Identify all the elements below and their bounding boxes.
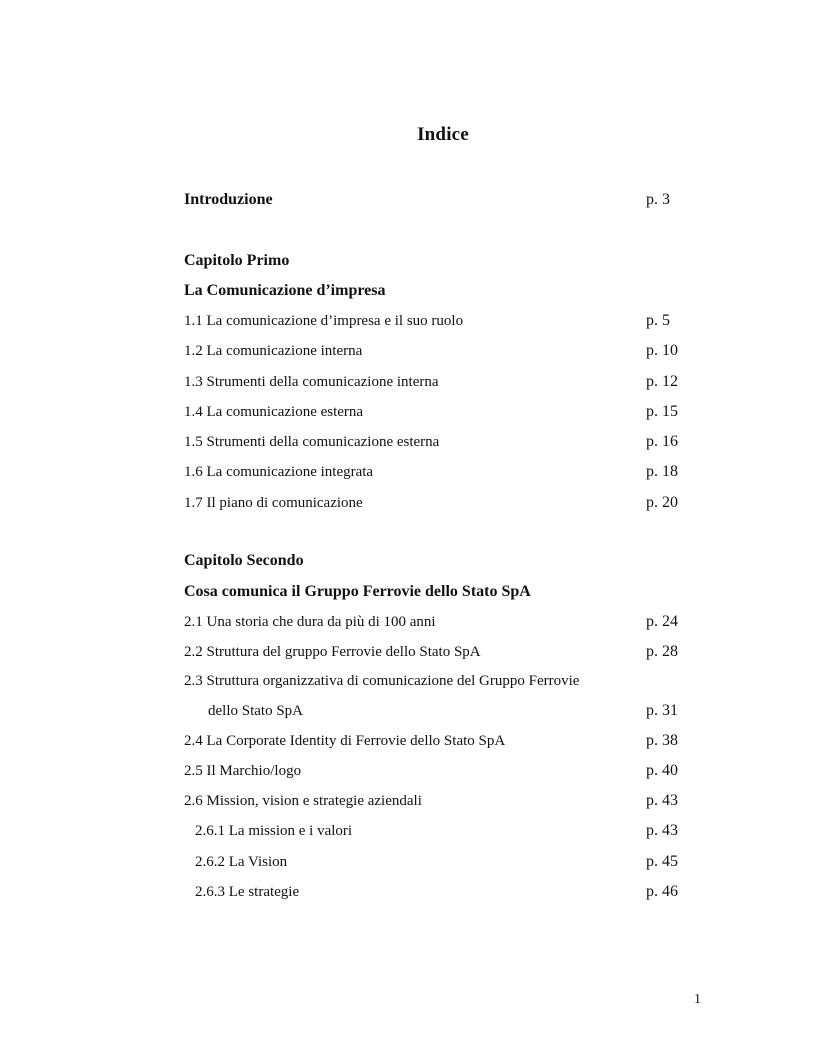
toc-entry[interactable] [184, 430, 704, 454]
toc-subentry[interactable] [184, 850, 704, 874]
toc-entry-label: Introduzione [184, 191, 273, 208]
toc-entry-page: p. 10 [646, 342, 678, 359]
toc-entry-page: p. 38 [646, 732, 678, 749]
toc-entry-page: p. 15 [646, 403, 678, 420]
chapter-heading: Capitolo Primo [184, 252, 290, 269]
toc-entry[interactable] [184, 370, 704, 394]
toc-entry-label: 2.6.1 La mission e i valori [195, 823, 353, 839]
toc-subentry[interactable] [184, 819, 704, 843]
toc-entry-page: p. 16 [646, 433, 678, 450]
toc-entry-label: 2.3 Struttura organizzativa di comunicazione del Gruppo Ferrovie [184, 673, 580, 689]
page-title: Indice [417, 124, 469, 145]
toc-entry[interactable] [184, 460, 704, 484]
toc-entry-page: p. 28 [646, 643, 678, 660]
toc-entry[interactable] [184, 491, 704, 515]
toc-entry-label: 1.2 La comunicazione interna [184, 343, 363, 359]
toc-entry-label: 1.5 Strumenti della comunicazione esterna [184, 434, 440, 450]
toc-entry-page: p. 18 [646, 463, 678, 480]
toc-entry[interactable] [184, 669, 704, 693]
toc-entry-label: 2.2 Struttura del gruppo Ferrovie dello Stato SpA [184, 644, 481, 660]
toc-entry[interactable] [184, 729, 704, 753]
toc-entry-label: 2.6 Mission, vision e strategie aziendali [184, 793, 422, 809]
toc-entry-page: p. 31 [646, 702, 678, 719]
toc-entry-page: p. 46 [646, 883, 678, 900]
chapter-subtitle: La Comunicazione d’impresa [184, 282, 386, 299]
toc-entry-label: 2.4 La Corporate Identity di Ferrovie dello Stato SpA [184, 733, 506, 749]
toc-entry[interactable] [184, 400, 704, 424]
toc-entry-page: p. 24 [646, 613, 678, 630]
toc-entry-introduction[interactable] [184, 188, 704, 212]
toc-entry-label: dello Stato SpA [208, 703, 304, 719]
chapter-subtitle: Cosa comunica il Gruppo Ferrovie dello Stato SpA [184, 583, 531, 600]
toc-entry[interactable] [184, 789, 704, 813]
toc-entry-label: 1.7 Il piano di comunicazione [184, 495, 363, 511]
toc-entry[interactable] [184, 640, 704, 664]
chapter-heading: Capitolo Secondo [184, 552, 304, 569]
toc-entry-label: 2.1 Una storia che dura da più di 100 anni [184, 614, 436, 630]
page-number: 1 [694, 992, 701, 1007]
toc-subentry[interactable] [184, 880, 704, 904]
toc-entry-page: p. 20 [646, 494, 678, 511]
toc-entry-label: 1.6 La comunicazione integrata [184, 464, 374, 480]
toc-entry-label: 2.6.3 Le strategie [195, 884, 300, 900]
toc-entry-page: p. 40 [646, 762, 678, 779]
toc-entry-continuation[interactable] [184, 699, 704, 723]
toc-entry-label: 1.4 La comunicazione esterna [184, 404, 364, 420]
toc-entry-label: 1.3 Strumenti della comunicazione interna [184, 374, 439, 390]
toc-entry[interactable] [184, 610, 704, 634]
toc-entry[interactable] [184, 309, 704, 333]
toc-entry[interactable] [184, 759, 704, 783]
toc-entry-page: p. 3 [646, 191, 670, 208]
toc-entry-label: 2.5 Il Marchio/logo [184, 763, 302, 779]
toc-entry-page: p. 43 [646, 792, 678, 809]
toc-entry-page: p. 5 [646, 312, 670, 329]
toc-entry-page: p. 43 [646, 822, 678, 839]
toc-entry-label: 2.6.2 La Vision [195, 854, 288, 870]
toc-entry-page: p. 12 [646, 373, 678, 390]
toc-entry-page: p. 45 [646, 853, 678, 870]
toc-entry-label: 1.1 La comunicazione d’impresa e il suo ruolo [184, 313, 464, 329]
toc-entry[interactable] [184, 339, 704, 363]
